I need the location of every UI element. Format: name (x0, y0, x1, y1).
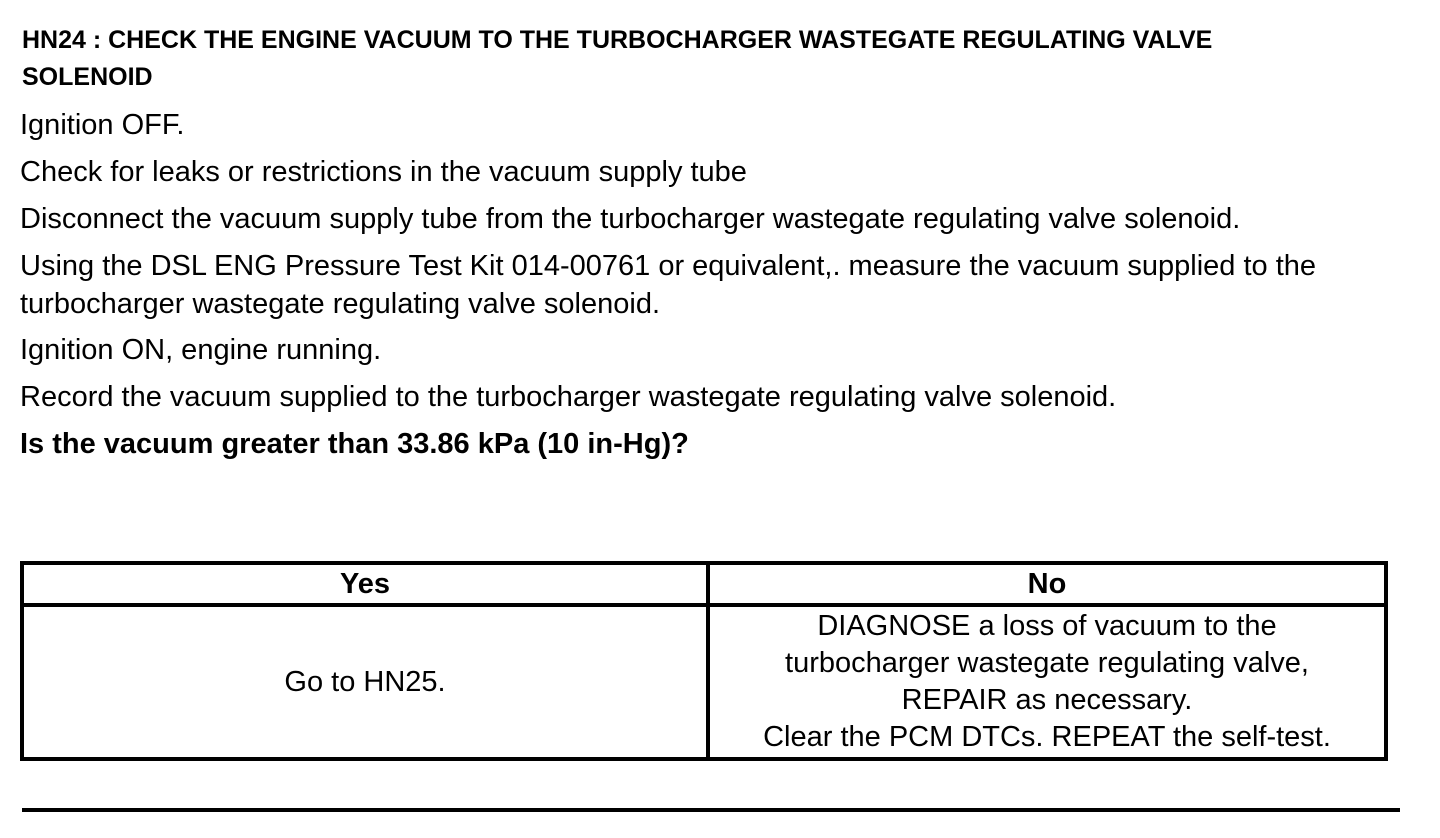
header-no: No (708, 563, 1386, 605)
step-heading-line-1: HN24 : CHECK THE ENGINE VACUUM TO THE TURBOCHARGER WASTEGATE REGULATING VALVE (22, 26, 1213, 54)
step-measure-vacuum: Using the DSL ENG Pressure Test Kit 014-00761 or equivalent,. measure the vacuum supplied to the turbocharger wastegate regulating valve solenoid. (20, 250, 1317, 320)
decision-table (20, 561, 1388, 761)
step-ignition-on: Ignition ON, engine running. (20, 334, 382, 366)
header-yes: Yes (22, 563, 708, 605)
step-check-leaks: Check for leaks or restrictions in the vacuum supply tube (20, 156, 747, 188)
no-action-line: Clear the PCM DTCs. REPEAT the self-test. (763, 721, 1331, 753)
decision-table-row (22, 605, 1386, 759)
yes-action: Go to HN25. (22, 605, 708, 759)
step-heading (22, 22, 1402, 96)
decision-table-header-row (22, 563, 1386, 605)
no-action-line: REPAIR as necessary. (901, 684, 1193, 716)
no-action-line: DIAGNOSE a loss of vacuum to the (817, 610, 1277, 642)
step-heading-line-2: SOLENOID (22, 63, 153, 91)
step-disconnect-tube: Disconnect the vacuum supply tube from the turbocharger wastegate regulating valve solenoid. (20, 203, 1241, 235)
no-action-line: turbocharger wastegate regulating valve, (785, 647, 1309, 679)
step-record-vacuum: Record the vacuum supplied to the turbocharger wastegate regulating valve solenoid. (20, 381, 1117, 413)
decision-question: Is the vacuum greater than 33.86 kPa (10 in-Hg)? (20, 428, 689, 460)
procedure-steps (20, 106, 1380, 463)
no-action (708, 605, 1386, 759)
step-ignition-off: Ignition OFF. (20, 109, 185, 141)
section-divider (22, 808, 1400, 812)
